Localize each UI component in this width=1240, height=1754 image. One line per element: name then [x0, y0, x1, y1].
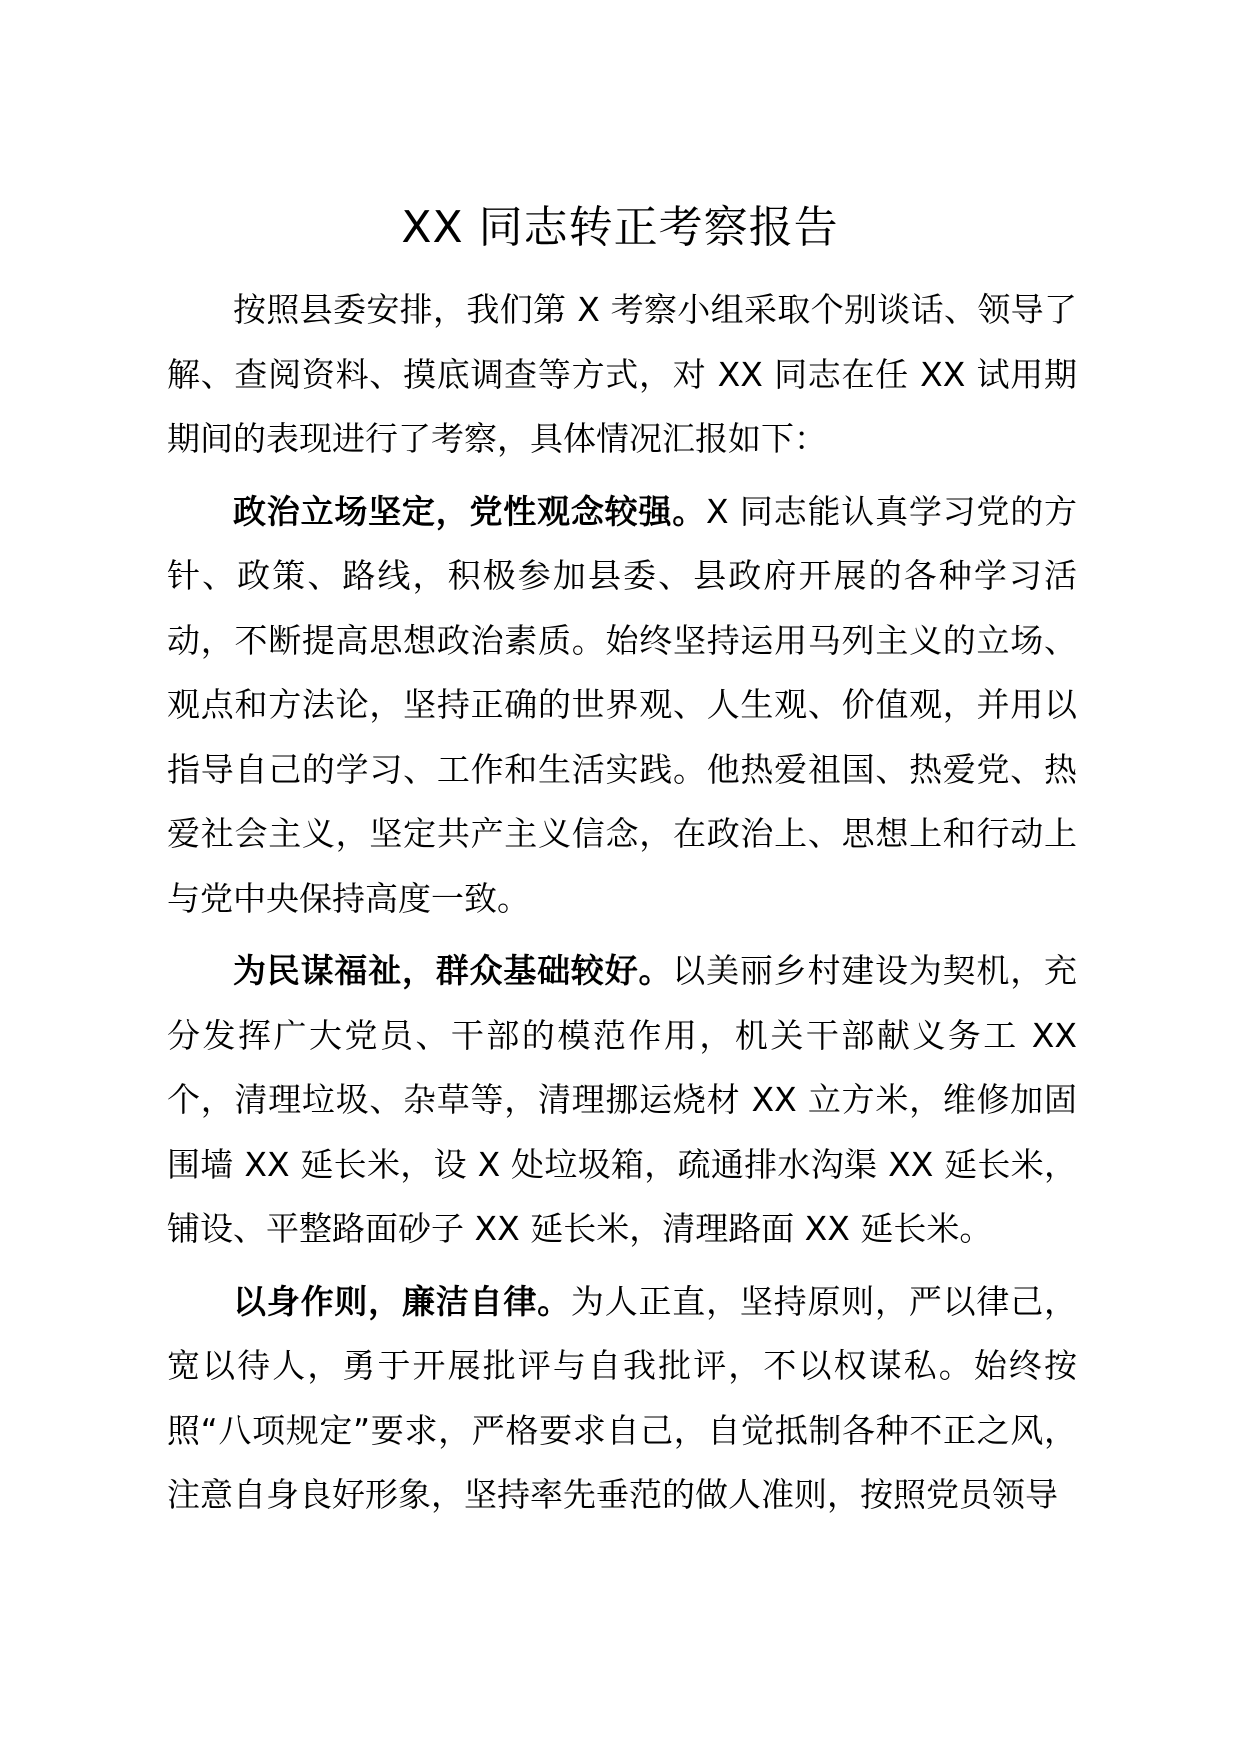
paragraph-political-stance [167, 480, 1077, 932]
paragraph-integrity [167, 1270, 1077, 1528]
paragraph-public-welfare [167, 939, 1077, 1262]
document-body [167, 278, 1077, 1528]
paragraph-intro [167, 278, 1077, 472]
paragraph-text: X 同志能认真学习党的方针、政策、路线，积极参加县委、县政府开展的各种学习活动，不断提高思想政治素质。始终坚持运用马列主义的立场、观点和方法论，坚持正确的世界观、人生观、价值观，并用以指导自己的学习、工作和生活实践。他热爱祖国、热爱党、热爱社会主义，坚定共产主义信念，在政治上、思想上和行动上与党中央保持高度一致。 [167, 491, 1077, 918]
paragraph-lead: 政治立场坚定，党性观念较强。 [233, 491, 707, 531]
document-title: XX 同志转正考察报告 [401, 202, 839, 253]
paragraph-text: 为人正直，坚持原则，严以律己，宽以待人，勇于开展批评与自我批评，不以权谋私。始终按照“八项规定”要求，严格要求自己，自觉抵制各种不正之风，注意自身良好形象，坚持率先垂范的做人准则，按照党员领导 [167, 1281, 1078, 1514]
paragraph-text: 以美丽乡村建设为契机，充分发挥广大党员、干部的模范作用，机关干部献义务工 XX 个，清理垃圾、杂草等，清理挪运烧材 XX 立方米，维修加固围墙 XX 延长米，设 X 处垃圾箱，疏通排水沟渠 XX 延长米，铺设、平整路面砂子 XX 延长米，清理路面 XX 延长米。 [167, 951, 1078, 1248]
paragraph-lead: 为民谋福祉，群众基础较好。 [233, 951, 673, 990]
paragraph-lead: 以身作则，廉洁自律。 [233, 1281, 571, 1321]
paragraph-text: 按照县委安排，我们第 X 考察小组采取个别谈话、领导了解、查阅资料、摸底调查等方式，对 XX 同志在任 XX 试用期期间的表现进行了考察，具体情况汇报如下： [167, 290, 1077, 458]
